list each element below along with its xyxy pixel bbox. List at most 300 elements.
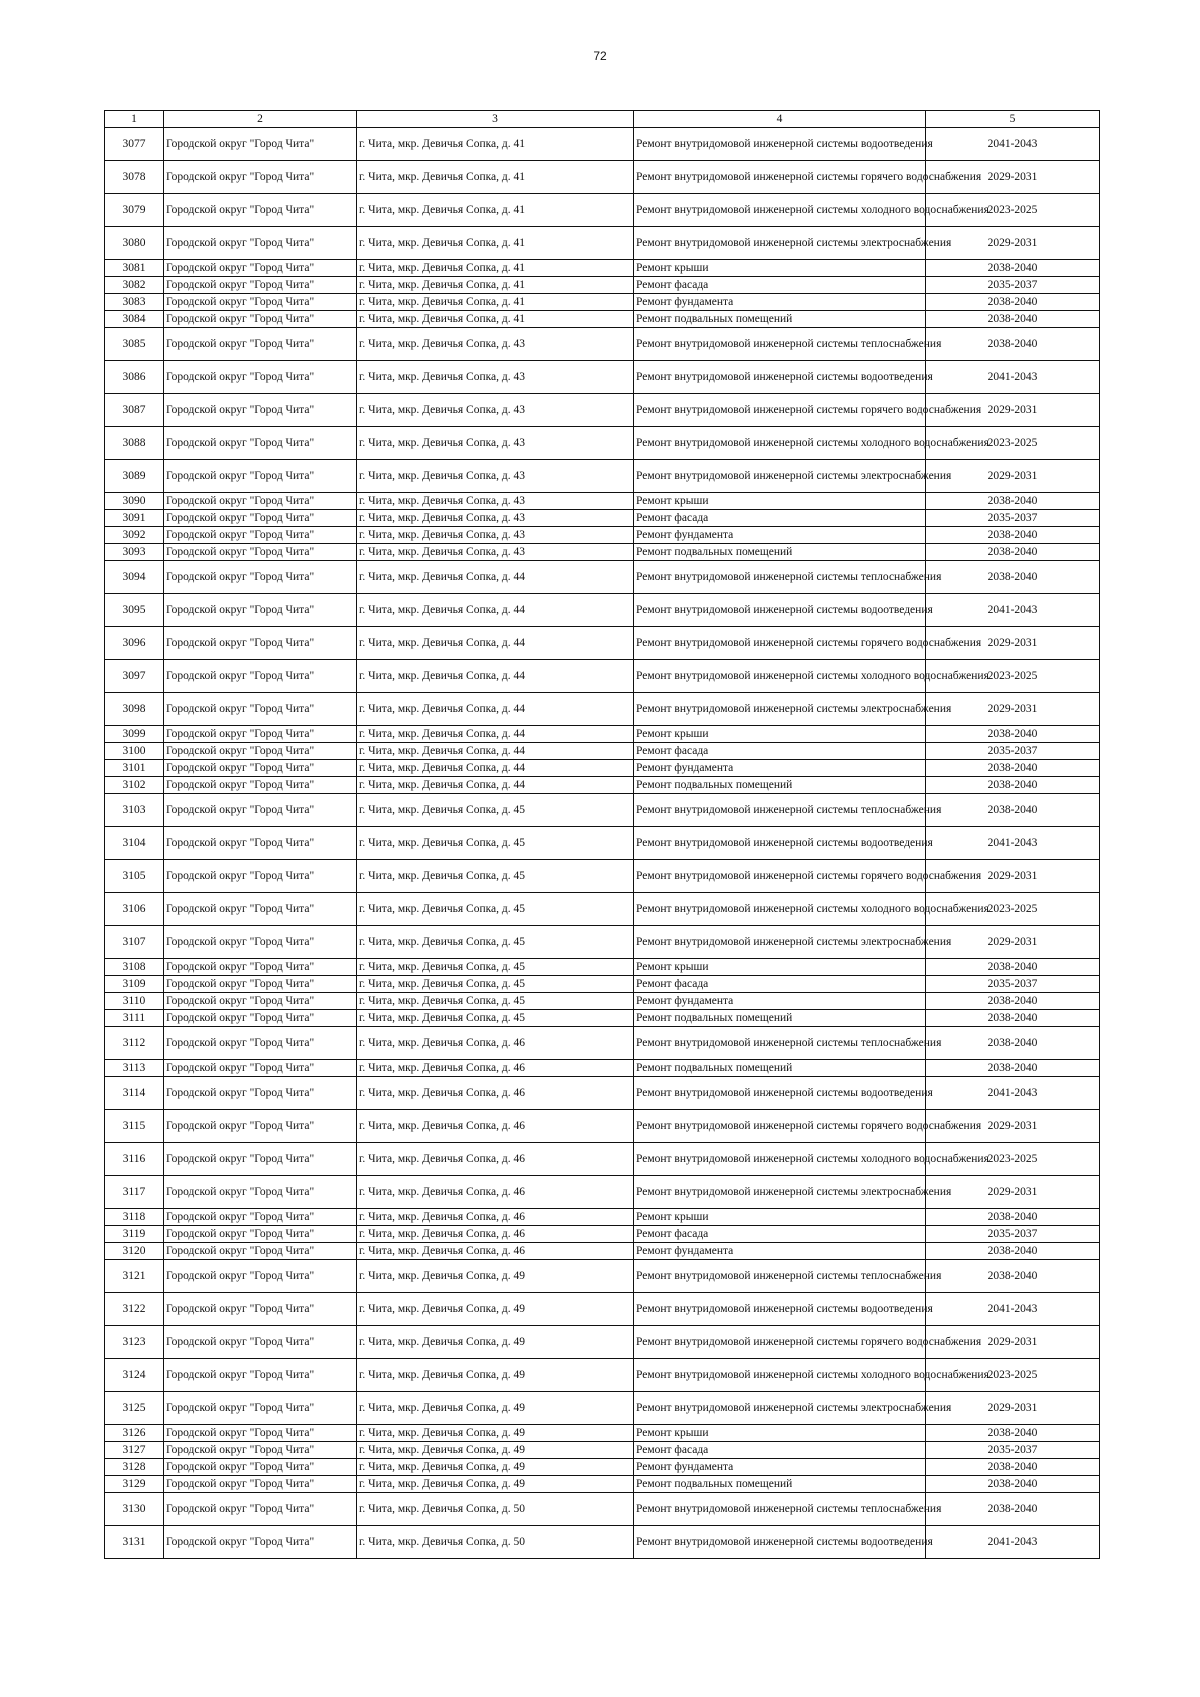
cell-period: 2035-2037 <box>926 976 1100 993</box>
cell-municipality: Городской округ "Город Чита" <box>164 1027 357 1060</box>
table-row <box>105 1243 1100 1260</box>
table-row <box>105 1326 1100 1359</box>
cell-work-type: Ремонт внутридомовой инженерной системы водоотведения <box>634 594 926 627</box>
cell-row-number: 3118 <box>105 1209 164 1226</box>
table-row <box>105 394 1100 427</box>
cell-work-type: Ремонт внутридомовой инженерной системы теплоснабжения <box>634 328 926 361</box>
cell-address: г. Чита, мкр. Девичья Сопка, д. 44 <box>357 760 634 777</box>
table-body <box>105 128 1100 1559</box>
cell-work-type: Ремонт подвальных помещений <box>634 1476 926 1493</box>
cell-work-type: Ремонт внутридомовой инженерной системы горячего водоснабжения <box>634 1110 926 1143</box>
cell-period: 2038-2040 <box>926 993 1100 1010</box>
cell-row-number: 3129 <box>105 1476 164 1493</box>
cell-period: 2035-2037 <box>926 510 1100 527</box>
cell-municipality: Городской округ "Город Чита" <box>164 460 357 493</box>
cell-row-number: 3108 <box>105 959 164 976</box>
cell-address: г. Чита, мкр. Девичья Сопка, д. 46 <box>357 1027 634 1060</box>
cell-period: 2041-2043 <box>926 594 1100 627</box>
cell-period: 2038-2040 <box>926 311 1100 328</box>
table-row <box>105 1476 1100 1493</box>
cell-row-number: 3083 <box>105 294 164 311</box>
table-row <box>105 493 1100 510</box>
cell-work-type: Ремонт фасада <box>634 510 926 527</box>
cell-period: 2038-2040 <box>926 1209 1100 1226</box>
cell-municipality: Городской округ "Город Чита" <box>164 1425 357 1442</box>
table-row <box>105 1359 1100 1392</box>
table-row <box>105 726 1100 743</box>
cell-period: 2029-2031 <box>926 460 1100 493</box>
cell-address: г. Чита, мкр. Девичья Сопка, д. 46 <box>357 1243 634 1260</box>
table-row <box>105 959 1100 976</box>
cell-address: г. Чита, мкр. Девичья Сопка, д. 45 <box>357 827 634 860</box>
cell-period: 2023-2025 <box>926 1143 1100 1176</box>
cell-period: 2038-2040 <box>926 1425 1100 1442</box>
cell-period: 2029-2031 <box>926 394 1100 427</box>
cell-row-number: 3084 <box>105 311 164 328</box>
table-row <box>105 311 1100 328</box>
cell-work-type: Ремонт внутридомовой инженерной системы теплоснабжения <box>634 1027 926 1060</box>
cell-period: 2029-2031 <box>926 926 1100 959</box>
table-row <box>105 1293 1100 1326</box>
table-row <box>105 976 1100 993</box>
cell-municipality: Городской округ "Город Чита" <box>164 1010 357 1027</box>
cell-period: 2038-2040 <box>926 760 1100 777</box>
cell-period: 2038-2040 <box>926 544 1100 561</box>
cell-work-type: Ремонт внутридомовой инженерной системы электроснабжения <box>634 1176 926 1209</box>
cell-address: г. Чита, мкр. Девичья Сопка, д. 41 <box>357 294 634 311</box>
table-row <box>105 1209 1100 1226</box>
cell-municipality: Городской округ "Город Чита" <box>164 827 357 860</box>
cell-work-type: Ремонт внутридомовой инженерной системы теплоснабжения <box>634 1260 926 1293</box>
column-header-5: 5 <box>926 111 1100 128</box>
cell-work-type: Ремонт внутридомовой инженерной системы горячего водоснабжения <box>634 1326 926 1359</box>
table-row <box>105 1060 1100 1077</box>
cell-municipality: Городской округ "Город Чита" <box>164 1442 357 1459</box>
cell-address: г. Чита, мкр. Девичья Сопка, д. 43 <box>357 361 634 394</box>
cell-period: 2038-2040 <box>926 527 1100 544</box>
cell-row-number: 3077 <box>105 128 164 161</box>
cell-address: г. Чита, мкр. Девичья Сопка, д. 45 <box>357 976 634 993</box>
cell-address: г. Чита, мкр. Девичья Сопка, д. 45 <box>357 993 634 1010</box>
table-row <box>105 460 1100 493</box>
cell-address: г. Чита, мкр. Девичья Сопка, д. 50 <box>357 1526 634 1559</box>
cell-work-type: Ремонт фундамента <box>634 1243 926 1260</box>
table-row <box>105 1176 1100 1209</box>
table-row <box>105 660 1100 693</box>
cell-work-type: Ремонт крыши <box>634 493 926 510</box>
cell-address: г. Чита, мкр. Девичья Сопка, д. 49 <box>357 1293 634 1326</box>
cell-period: 2035-2037 <box>926 743 1100 760</box>
table-row <box>105 260 1100 277</box>
cell-address: г. Чита, мкр. Девичья Сопка, д. 45 <box>357 893 634 926</box>
table-row <box>105 194 1100 227</box>
cell-address: г. Чита, мкр. Девичья Сопка, д. 45 <box>357 794 634 827</box>
table-row <box>105 561 1100 594</box>
cell-row-number: 3130 <box>105 1493 164 1526</box>
cell-work-type: Ремонт подвальных помещений <box>634 544 926 561</box>
cell-row-number: 3095 <box>105 594 164 627</box>
cell-work-type: Ремонт фасада <box>634 1226 926 1243</box>
cell-row-number: 3078 <box>105 161 164 194</box>
cell-period: 2038-2040 <box>926 260 1100 277</box>
cell-municipality: Городской округ "Город Чита" <box>164 1493 357 1526</box>
cell-period: 2041-2043 <box>926 1526 1100 1559</box>
cell-municipality: Городской округ "Город Чита" <box>164 1476 357 1493</box>
cell-row-number: 3082 <box>105 277 164 294</box>
cell-row-number: 3097 <box>105 660 164 693</box>
cell-municipality: Городской округ "Город Чита" <box>164 760 357 777</box>
cell-address: г. Чита, мкр. Девичья Сопка, д. 44 <box>357 726 634 743</box>
cell-municipality: Городской округ "Город Чита" <box>164 227 357 260</box>
table-row <box>105 1260 1100 1293</box>
table-row <box>105 1425 1100 1442</box>
cell-municipality: Городской округ "Город Чита" <box>164 926 357 959</box>
cell-address: г. Чита, мкр. Девичья Сопка, д. 43 <box>357 328 634 361</box>
table-row <box>105 926 1100 959</box>
table-row <box>105 1442 1100 1459</box>
cell-row-number: 3091 <box>105 510 164 527</box>
cell-row-number: 3093 <box>105 544 164 561</box>
cell-municipality: Городской округ "Город Чита" <box>164 328 357 361</box>
table-row <box>105 1392 1100 1425</box>
cell-address: г. Чита, мкр. Девичья Сопка, д. 44 <box>357 743 634 760</box>
cell-row-number: 3089 <box>105 460 164 493</box>
cell-row-number: 3094 <box>105 561 164 594</box>
cell-municipality: Городской округ "Город Чита" <box>164 361 357 394</box>
cell-address: г. Чита, мкр. Девичья Сопка, д. 49 <box>357 1260 634 1293</box>
cell-work-type: Ремонт фасада <box>634 1442 926 1459</box>
table-row <box>105 1493 1100 1526</box>
cell-address: г. Чита, мкр. Девичья Сопка, д. 46 <box>357 1176 634 1209</box>
cell-municipality: Городской округ "Город Чита" <box>164 1459 357 1476</box>
table-row <box>105 427 1100 460</box>
cell-address: г. Чита, мкр. Девичья Сопка, д. 43 <box>357 493 634 510</box>
cell-municipality: Городской округ "Город Чита" <box>164 1359 357 1392</box>
cell-work-type: Ремонт крыши <box>634 1425 926 1442</box>
cell-municipality: Городской округ "Город Чита" <box>164 260 357 277</box>
cell-municipality: Городской округ "Город Чита" <box>164 1226 357 1243</box>
table-header <box>105 111 1100 128</box>
cell-municipality: Городской округ "Город Чита" <box>164 660 357 693</box>
cell-work-type: Ремонт подвальных помещений <box>634 777 926 794</box>
column-header-4: 4 <box>634 111 926 128</box>
cell-municipality: Городской округ "Город Чита" <box>164 1077 357 1110</box>
table-row <box>105 544 1100 561</box>
cell-work-type: Ремонт внутридомовой инженерной системы электроснабжения <box>634 1392 926 1425</box>
cell-row-number: 3107 <box>105 926 164 959</box>
table-row <box>105 594 1100 627</box>
table-row <box>105 760 1100 777</box>
cell-address: г. Чита, мкр. Девичья Сопка, д. 46 <box>357 1060 634 1077</box>
cell-work-type: Ремонт внутридомовой инженерной системы водоотведения <box>634 128 926 161</box>
cell-row-number: 3090 <box>105 493 164 510</box>
cell-period: 2029-2031 <box>926 1176 1100 1209</box>
cell-municipality: Городской округ "Город Чита" <box>164 893 357 926</box>
cell-address: г. Чита, мкр. Девичья Сопка, д. 44 <box>357 594 634 627</box>
cell-period: 2038-2040 <box>926 1260 1100 1293</box>
cell-municipality: Городской округ "Город Чита" <box>164 527 357 544</box>
cell-row-number: 3115 <box>105 1110 164 1143</box>
table-row <box>105 693 1100 726</box>
cell-work-type: Ремонт внутридомовой инженерной системы водоотведения <box>634 1526 926 1559</box>
cell-address: г. Чита, мкр. Девичья Сопка, д. 45 <box>357 1010 634 1027</box>
cell-period: 2035-2037 <box>926 1226 1100 1243</box>
cell-period: 2029-2031 <box>926 161 1100 194</box>
cell-work-type: Ремонт внутридомовой инженерной системы холодного водоснабжения <box>634 427 926 460</box>
table-row <box>105 1143 1100 1176</box>
cell-municipality: Городской округ "Город Чита" <box>164 959 357 976</box>
cell-municipality: Городской округ "Город Чита" <box>164 777 357 794</box>
cell-work-type: Ремонт подвальных помещений <box>634 311 926 328</box>
cell-address: г. Чита, мкр. Девичья Сопка, д. 46 <box>357 1143 634 1176</box>
cell-period: 2023-2025 <box>926 660 1100 693</box>
cell-period: 2029-2031 <box>926 627 1100 660</box>
cell-period: 2038-2040 <box>926 294 1100 311</box>
cell-work-type: Ремонт внутридомовой инженерной системы горячего водоснабжения <box>634 627 926 660</box>
cell-municipality: Городской округ "Город Чита" <box>164 1526 357 1559</box>
cell-period: 2041-2043 <box>926 128 1100 161</box>
cell-row-number: 3123 <box>105 1326 164 1359</box>
cell-row-number: 3117 <box>105 1176 164 1209</box>
cell-row-number: 3103 <box>105 794 164 827</box>
cell-address: г. Чита, мкр. Девичья Сопка, д. 46 <box>357 1209 634 1226</box>
cell-address: г. Чита, мкр. Девичья Сопка, д. 49 <box>357 1459 634 1476</box>
cell-municipality: Городской округ "Город Чита" <box>164 976 357 993</box>
cell-municipality: Городской округ "Город Чита" <box>164 594 357 627</box>
cell-period: 2038-2040 <box>926 1476 1100 1493</box>
cell-row-number: 3127 <box>105 1442 164 1459</box>
cell-period: 2038-2040 <box>926 1060 1100 1077</box>
cell-address: г. Чита, мкр. Девичья Сопка, д. 45 <box>357 959 634 976</box>
cell-municipality: Городской округ "Город Чита" <box>164 627 357 660</box>
cell-work-type: Ремонт внутридомовой инженерной системы холодного водоснабжения <box>634 194 926 227</box>
cell-work-type: Ремонт внутридомовой инженерной системы горячего водоснабжения <box>634 394 926 427</box>
cell-period: 2023-2025 <box>926 194 1100 227</box>
cell-period: 2041-2043 <box>926 827 1100 860</box>
cell-period: 2038-2040 <box>926 328 1100 361</box>
cell-row-number: 3112 <box>105 1027 164 1060</box>
cell-address: г. Чита, мкр. Девичья Сопка, д. 41 <box>357 277 634 294</box>
column-header-3: 3 <box>357 111 634 128</box>
cell-address: г. Чита, мкр. Девичья Сопка, д. 44 <box>357 693 634 726</box>
table-row <box>105 1526 1100 1559</box>
cell-work-type: Ремонт внутридомовой инженерной системы водоотведения <box>634 361 926 394</box>
cell-row-number: 3126 <box>105 1425 164 1442</box>
cell-municipality: Городской округ "Город Чита" <box>164 510 357 527</box>
cell-period: 2029-2031 <box>926 1110 1100 1143</box>
cell-work-type: Ремонт фасада <box>634 976 926 993</box>
table-row <box>105 328 1100 361</box>
cell-municipality: Городской округ "Город Чита" <box>164 394 357 427</box>
cell-municipality: Городской округ "Город Чита" <box>164 743 357 760</box>
cell-municipality: Городской округ "Город Чита" <box>164 277 357 294</box>
cell-address: г. Чита, мкр. Девичья Сопка, д. 44 <box>357 660 634 693</box>
cell-work-type: Ремонт внутридомовой инженерной системы электроснабжения <box>634 926 926 959</box>
cell-address: г. Чита, мкр. Девичья Сопка, д. 49 <box>357 1326 634 1359</box>
cell-period: 2038-2040 <box>926 777 1100 794</box>
cell-municipality: Городской округ "Город Чита" <box>164 427 357 460</box>
cell-row-number: 3079 <box>105 194 164 227</box>
table-row <box>105 893 1100 926</box>
cell-address: г. Чита, мкр. Девичья Сопка, д. 41 <box>357 311 634 328</box>
cell-municipality: Городской округ "Город Чита" <box>164 1110 357 1143</box>
cell-row-number: 3100 <box>105 743 164 760</box>
cell-address: г. Чита, мкр. Девичья Сопка, д. 50 <box>357 1493 634 1526</box>
cell-period: 2029-2031 <box>926 227 1100 260</box>
cell-row-number: 3125 <box>105 1392 164 1425</box>
cell-address: г. Чита, мкр. Девичья Сопка, д. 45 <box>357 926 634 959</box>
cell-work-type: Ремонт фасада <box>634 743 926 760</box>
cell-row-number: 3122 <box>105 1293 164 1326</box>
cell-row-number: 3110 <box>105 993 164 1010</box>
cell-row-number: 3081 <box>105 260 164 277</box>
cell-work-type: Ремонт подвальных помещений <box>634 1060 926 1077</box>
table-row <box>105 1110 1100 1143</box>
cell-work-type: Ремонт фундамента <box>634 294 926 311</box>
cell-address: г. Чита, мкр. Девичья Сопка, д. 41 <box>357 260 634 277</box>
cell-municipality: Городской округ "Город Чита" <box>164 1260 357 1293</box>
column-header-1: 1 <box>105 111 164 128</box>
table-row <box>105 1226 1100 1243</box>
cell-period: 2038-2040 <box>926 493 1100 510</box>
cell-work-type: Ремонт фундамента <box>634 527 926 544</box>
cell-work-type: Ремонт внутридомовой инженерной системы водоотведения <box>634 1293 926 1326</box>
table-row <box>105 510 1100 527</box>
cell-row-number: 3096 <box>105 627 164 660</box>
cell-row-number: 3111 <box>105 1010 164 1027</box>
cell-row-number: 3109 <box>105 976 164 993</box>
cell-row-number: 3104 <box>105 827 164 860</box>
cell-work-type: Ремонт крыши <box>634 959 926 976</box>
cell-municipality: Городской округ "Город Чита" <box>164 726 357 743</box>
cell-row-number: 3113 <box>105 1060 164 1077</box>
cell-row-number: 3116 <box>105 1143 164 1176</box>
cell-address: г. Чита, мкр. Девичья Сопка, д. 46 <box>357 1077 634 1110</box>
cell-work-type: Ремонт внутридомовой инженерной системы теплоснабжения <box>634 1493 926 1526</box>
cell-address: г. Чита, мкр. Девичья Сопка, д. 44 <box>357 627 634 660</box>
cell-address: г. Чита, мкр. Девичья Сопка, д. 43 <box>357 510 634 527</box>
table-row <box>105 1010 1100 1027</box>
cell-work-type: Ремонт фундамента <box>634 760 926 777</box>
table-row <box>105 294 1100 311</box>
cell-period: 2023-2025 <box>926 427 1100 460</box>
cell-work-type: Ремонт фундамента <box>634 993 926 1010</box>
table-row <box>105 227 1100 260</box>
cell-period: 2038-2040 <box>926 959 1100 976</box>
cell-period: 2041-2043 <box>926 1293 1100 1326</box>
cell-work-type: Ремонт внутридомовой инженерной системы теплоснабжения <box>634 561 926 594</box>
cell-work-type: Ремонт внутридомовой инженерной системы холодного водоснабжения <box>634 893 926 926</box>
cell-period: 2038-2040 <box>926 1027 1100 1060</box>
cell-address: г. Чита, мкр. Девичья Сопка, д. 43 <box>357 460 634 493</box>
cell-municipality: Городской округ "Город Чита" <box>164 194 357 227</box>
cell-work-type: Ремонт внутридомовой инженерной системы электроснабжения <box>634 460 926 493</box>
cell-address: г. Чита, мкр. Девичья Сопка, д. 49 <box>357 1476 634 1493</box>
cell-work-type: Ремонт внутридомовой инженерной системы водоотведения <box>634 827 926 860</box>
cell-municipality: Городской округ "Город Чита" <box>164 294 357 311</box>
cell-municipality: Городской округ "Город Чита" <box>164 161 357 194</box>
cell-address: г. Чита, мкр. Девичья Сопка, д. 43 <box>357 394 634 427</box>
repair-schedule-table <box>104 110 1100 1559</box>
cell-row-number: 3080 <box>105 227 164 260</box>
table-row <box>105 527 1100 544</box>
cell-municipality: Городской округ "Город Чита" <box>164 561 357 594</box>
cell-period: 2035-2037 <box>926 277 1100 294</box>
cell-address: г. Чита, мкр. Девичья Сопка, д. 49 <box>357 1392 634 1425</box>
cell-period: 2038-2040 <box>926 561 1100 594</box>
cell-row-number: 3106 <box>105 893 164 926</box>
cell-municipality: Городской округ "Город Чита" <box>164 1243 357 1260</box>
cell-municipality: Городской округ "Город Чита" <box>164 993 357 1010</box>
cell-municipality: Городской округ "Город Чита" <box>164 1060 357 1077</box>
cell-address: г. Чита, мкр. Девичья Сопка, д. 43 <box>357 544 634 561</box>
column-header-2: 2 <box>164 111 357 128</box>
cell-address: г. Чита, мкр. Девичья Сопка, д. 49 <box>357 1359 634 1392</box>
cell-period: 2029-2031 <box>926 860 1100 893</box>
cell-work-type: Ремонт внутридомовой инженерной системы горячего водоснабжения <box>634 161 926 194</box>
cell-period: 2029-2031 <box>926 693 1100 726</box>
cell-work-type: Ремонт внутридомовой инженерной системы водоотведения <box>634 1077 926 1110</box>
cell-address: г. Чита, мкр. Девичья Сопка, д. 46 <box>357 1226 634 1243</box>
cell-address: г. Чита, мкр. Девичья Сопка, д. 49 <box>357 1442 634 1459</box>
cell-row-number: 3092 <box>105 527 164 544</box>
table-row <box>105 1077 1100 1110</box>
cell-municipality: Городской округ "Город Чита" <box>164 1176 357 1209</box>
cell-municipality: Городской округ "Город Чита" <box>164 860 357 893</box>
cell-address: г. Чита, мкр. Девичья Сопка, д. 41 <box>357 128 634 161</box>
cell-row-number: 3120 <box>105 1243 164 1260</box>
cell-municipality: Городской округ "Город Чита" <box>164 128 357 161</box>
cell-period: 2038-2040 <box>926 1243 1100 1260</box>
cell-row-number: 3086 <box>105 361 164 394</box>
cell-period: 2041-2043 <box>926 1077 1100 1110</box>
cell-period: 2038-2040 <box>926 1010 1100 1027</box>
cell-row-number: 3124 <box>105 1359 164 1392</box>
cell-work-type: Ремонт внутридомовой инженерной системы холодного водоснабжения <box>634 1359 926 1392</box>
cell-work-type: Ремонт крыши <box>634 1209 926 1226</box>
cell-period: 2038-2040 <box>926 1459 1100 1476</box>
cell-row-number: 3121 <box>105 1260 164 1293</box>
cell-municipality: Городской округ "Город Чита" <box>164 693 357 726</box>
table-row <box>105 627 1100 660</box>
table-row <box>105 860 1100 893</box>
cell-row-number: 3088 <box>105 427 164 460</box>
cell-period: 2035-2037 <box>926 1442 1100 1459</box>
cell-row-number: 3098 <box>105 693 164 726</box>
cell-work-type: Ремонт фасада <box>634 277 926 294</box>
cell-period: 2041-2043 <box>926 361 1100 394</box>
cell-work-type: Ремонт фундамента <box>634 1459 926 1476</box>
cell-address: г. Чита, мкр. Девичья Сопка, д. 41 <box>357 194 634 227</box>
cell-period: 2029-2031 <box>926 1392 1100 1425</box>
cell-period: 2038-2040 <box>926 726 1100 743</box>
table-row <box>105 1027 1100 1060</box>
table-row <box>105 161 1100 194</box>
table-row <box>105 1459 1100 1476</box>
cell-row-number: 3131 <box>105 1526 164 1559</box>
cell-row-number: 3102 <box>105 777 164 794</box>
cell-address: г. Чита, мкр. Девичья Сопка, д. 49 <box>357 1425 634 1442</box>
cell-row-number: 3105 <box>105 860 164 893</box>
cell-address: г. Чита, мкр. Девичья Сопка, д. 43 <box>357 527 634 544</box>
cell-work-type: Ремонт внутридомовой инженерной системы теплоснабжения <box>634 794 926 827</box>
cell-row-number: 3085 <box>105 328 164 361</box>
table-row <box>105 128 1100 161</box>
cell-work-type: Ремонт внутридомовой инженерной системы горячего водоснабжения <box>634 860 926 893</box>
cell-work-type: Ремонт крыши <box>634 726 926 743</box>
cell-municipality: Городской округ "Город Чита" <box>164 1392 357 1425</box>
cell-work-type: Ремонт внутридомовой инженерной системы холодного водоснабжения <box>634 1143 926 1176</box>
